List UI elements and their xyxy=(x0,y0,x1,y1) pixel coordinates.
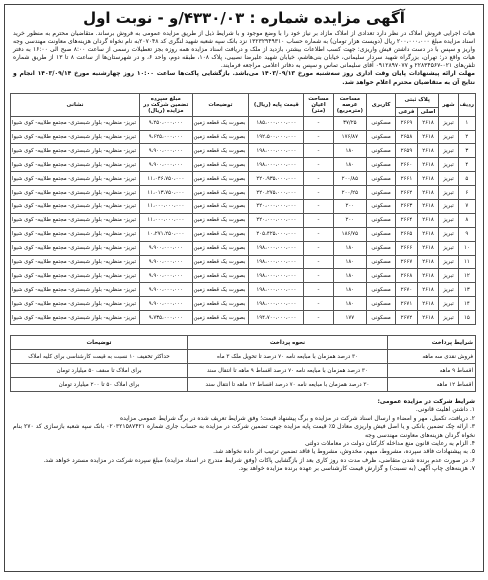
table-cell-orig: ۲۶۱۸ xyxy=(417,200,438,214)
table-cell-price: ۱۹۸،۰۰۰،۰۰۰،۰۰۰ xyxy=(249,255,304,269)
table-cell-row: ۱۲ xyxy=(458,269,475,283)
table-row xyxy=(11,297,476,311)
table-cell-address: تبریز- منظریه- بلوار شبستری- مجتمع طلاییه- کوی شیوا xyxy=(11,200,140,214)
table-cell-notes: بصورت یک قطعه زمین xyxy=(192,130,249,144)
table-cell-price: ۲۲۰،۰۰۰،۰۰۰،۰۰۰ xyxy=(249,200,304,214)
conditions-heading: شرایط شرکت در مزایده عمومی: xyxy=(377,398,475,406)
table-cell-land: ۱۸۰ xyxy=(333,269,366,283)
table-row xyxy=(11,158,476,172)
table-cell-city: تبریز xyxy=(439,269,458,283)
table-cell-address: تبریز- منظریه- بلوار شبستری- مجتمع طلاییه- کوی شیوا xyxy=(11,144,140,158)
auction-notice xyxy=(4,4,484,572)
table-cell-bldg: - xyxy=(304,144,333,158)
table-cell-orig: ۲۶۱۸ xyxy=(417,144,438,158)
table-cell-address: تبریز- منظریه- بلوار شبستری- مجتمع طلاییه- کوی شیوا xyxy=(11,130,140,144)
table-cell-land: ۲۰۰ xyxy=(333,213,366,227)
table-cell-usage: مسکونی xyxy=(367,116,396,130)
table-cell-deposit: ۹،۹۰۰،۰۰۰،۰۰۰ xyxy=(140,297,192,311)
table-cell-city: تبریز xyxy=(439,255,458,269)
condition-item: ۳. ارائه چک تضمین بانکی و یا اصل فیش واریزی معادل ۵٪ قیمت پایه مزایده جهت تضمین شرکت در مزایده به حساب جاری شماره ۰۲۰۳۲۱۵۸۷۴۲۱ بانک سپه شعبه بازسازی کد ۲۷۰ بنام نخواه گردان هزینه‌های معاونت مهندسی وجه xyxy=(13,423,475,439)
table-cell-address: تبریز- منظریه- بلوار شبستری- مجتمع طلاییه- کوی شیوا xyxy=(11,311,140,325)
table-cell-usage: مسکونی xyxy=(367,311,396,325)
payment-cell-notes: برای املاک ۵۰ تا ۲۰۰ میلیارد تومان xyxy=(11,378,188,392)
table-cell-land: ۱۸۰ xyxy=(333,283,366,297)
table-cell-row: ۱۵ xyxy=(458,311,475,325)
table-cell-price: ۱۹۸،۰۰۰،۰۰۰،۰۰۰ xyxy=(249,158,304,172)
table-cell-deposit: ۹،۷۳۵،۰۰۰،۰۰۰ xyxy=(140,311,192,325)
table-cell-orig: ۲۶۱۸ xyxy=(417,116,438,130)
table-cell-notes: بصورت یک قطعه زمین xyxy=(192,158,249,172)
table-cell-bldg: - xyxy=(304,130,333,144)
condition-item: ۷. هزینه‌های چاپ آگهی (به نسبت) و گزارش قیمت کارشناسی بر عهده برنده مزایده خواهد بود. xyxy=(238,465,475,473)
table-cell-deposit: ۹،۹۰۰،۰۰۰،۰۰۰ xyxy=(140,158,192,172)
table-cell-sub: ۲۶۵۸ xyxy=(396,130,418,144)
table-cell-city: تبریز xyxy=(439,227,458,241)
col-notes: توضیحات xyxy=(192,93,249,116)
table-cell-sub: ۲۶۶۲ xyxy=(396,186,418,200)
table-cell-usage: مسکونی xyxy=(367,255,396,269)
table-cell-usage: مسکونی xyxy=(367,269,396,283)
table-cell-land: ۱۸۰ xyxy=(333,241,366,255)
table-row xyxy=(11,311,476,325)
table-cell-sub: ۲۶۶۰ xyxy=(396,158,418,172)
table-cell-sub: ۲۶۶۹ xyxy=(396,116,418,130)
table-cell-bldg: - xyxy=(304,269,333,283)
payment-header-row xyxy=(11,336,476,350)
table-cell-row: ۱۴ xyxy=(458,297,475,311)
table-cell-bldg: - xyxy=(304,297,333,311)
table-cell-address: تبریز- منظریه- بلوار شبستری- مجتمع طلاییه- کوی شیوا xyxy=(11,255,140,269)
payment-row xyxy=(11,350,476,364)
table-row xyxy=(11,255,476,269)
condition-item: ۱. داشتن اهلیت قانونی. xyxy=(415,406,475,414)
table-cell-notes: بصورت یک قطعه زمین xyxy=(192,200,249,214)
payment-col-notes: توضیحات xyxy=(11,336,188,350)
table-cell-sub: ۲۶۶۶ xyxy=(396,241,418,255)
notice-title: آگهی مزایده شماره : ۴۳۳۰/۰۳/و - نوبت اول xyxy=(83,9,405,27)
table-cell-row: ۶ xyxy=(458,186,475,200)
table-cell-bldg: - xyxy=(304,116,333,130)
table-cell-sub: ۲۶۶۳ xyxy=(396,200,418,214)
table-row xyxy=(11,172,476,186)
table-cell-deposit: ۹،۲۵۰،۰۰۰،۰۰۰ xyxy=(140,116,192,130)
table-cell-sub: ۲۶۵۹ xyxy=(396,144,418,158)
table-cell-land: ۱۸۶/۷۵ xyxy=(333,227,366,241)
table-cell-usage: مسکونی xyxy=(367,186,396,200)
table-cell-address: تبریز- منظریه- بلوار شبستری- مجتمع طلاییه- کوی شیوا xyxy=(11,269,140,283)
table-cell-usage: مسکونی xyxy=(367,283,396,297)
col-base-price: قیمت پایه (ریال) xyxy=(249,93,304,116)
table-cell-price: ۱۸۵،۰۰۰،۰۰۰،۰۰۰ xyxy=(249,116,304,130)
col-address: نشانی xyxy=(11,93,140,116)
table-cell-row: ۱ xyxy=(458,116,475,130)
table-cell-price: ۱۹۸،۰۰۰،۰۰۰،۰۰۰ xyxy=(249,144,304,158)
table-cell-deposit: ۱۱،۰۰۰،۰۰۰،۰۰۰ xyxy=(140,200,192,214)
table-cell-city: تبریز xyxy=(439,158,458,172)
col-building-area: مساحت اعیان (متر) xyxy=(304,93,333,116)
table-cell-bldg: - xyxy=(304,200,333,214)
table-cell-bldg: - xyxy=(304,283,333,297)
table-cell-notes: بصورت یک قطعه زمین xyxy=(192,186,249,200)
table-cell-sub: ۲۶۷۰ xyxy=(396,283,418,297)
table-cell-city: تبریز xyxy=(439,241,458,255)
table-cell-notes: بصورت یک قطعه زمین xyxy=(192,172,249,186)
table-cell-deposit: ۹،۹۰۰،۰۰۰،۰۰۰ xyxy=(140,283,192,297)
table-cell-usage: مسکونی xyxy=(367,130,396,144)
table-cell-price: ۱۹۲،۵۰۰،۰۰۰،۰۰۰ xyxy=(249,130,304,144)
table-cell-land: ۲۰۰/۲۵ xyxy=(333,186,366,200)
col-row: ردیف xyxy=(458,93,475,116)
table-cell-sub: ۲۶۶۱ xyxy=(396,172,418,186)
payment-cell-terms: اقساط ۹ ماهه xyxy=(388,364,476,378)
table-cell-bldg: - xyxy=(304,227,333,241)
table-cell-sub: ۲۶۷۲ xyxy=(396,311,418,325)
payment-row xyxy=(11,364,476,378)
table-cell-row: ۸ xyxy=(458,213,475,227)
table-row xyxy=(11,200,476,214)
payment-terms-table xyxy=(10,335,476,392)
table-cell-deposit: ۹،۹۰۰،۰۰۰،۰۰۰ xyxy=(140,269,192,283)
table-row xyxy=(11,241,476,255)
table-cell-usage: مسکونی xyxy=(367,200,396,214)
table-cell-row: ۴ xyxy=(458,158,475,172)
table-cell-price: ۲۲۰،۹۳۵،۰۰۰،۰۰۰ xyxy=(249,172,304,186)
table-cell-bldg: - xyxy=(304,255,333,269)
table-cell-bldg: - xyxy=(304,311,333,325)
payment-col-method: نحوه پرداخت xyxy=(188,336,388,350)
table-row xyxy=(11,213,476,227)
table-cell-price: ۱۹۴،۷۰۰،۰۰۰،۰۰۰ xyxy=(249,311,304,325)
table-cell-land: ۲۰۰/۸۵ xyxy=(333,172,366,186)
table-cell-row: ۱۰ xyxy=(458,241,475,255)
col-plaque: پلاک ثبتی xyxy=(396,93,439,107)
table-cell-sub: ۲۶۷۱ xyxy=(396,297,418,311)
table-cell-city: تبریز xyxy=(439,200,458,214)
table-cell-sub: ۲۶۶۴ xyxy=(396,213,418,227)
table-cell-usage: مسکونی xyxy=(367,144,396,158)
table-cell-notes: بصورت یک قطعه زمین xyxy=(192,227,249,241)
table-cell-price: ۱۹۸،۰۰۰،۰۰۰،۰۰۰ xyxy=(249,241,304,255)
table-cell-sub: ۲۶۶۸ xyxy=(396,269,418,283)
table-cell-usage: مسکونی xyxy=(367,213,396,227)
table-cell-address: تبریز- منظریه- بلوار شبستری- مجتمع طلاییه- کوی شیوا xyxy=(11,297,140,311)
table-cell-row: ۹ xyxy=(458,227,475,241)
table-cell-land: ۳۷/۲۵ xyxy=(333,116,366,130)
table-cell-sub: ۲۶۶۵ xyxy=(396,227,418,241)
col-plaque-orig: اصلی xyxy=(417,107,438,116)
col-land-area: مساحت عرصه (مترمربع) xyxy=(333,93,366,116)
table-cell-deposit: ۹،۶۲۵،۰۰۰،۰۰۰ xyxy=(140,130,192,144)
condition-item: ۲. دریافت، تکمیل، مهر و امضاء و ارسال اسناد شرکت در مزایده و برگ پیشنهاد قیمت؛ وفق شرایط تعریف شده در برگ شرایط عمومی مزایده xyxy=(120,414,475,422)
table-cell-usage: مسکونی xyxy=(367,241,396,255)
payment-cell-method: ۳۰ درصد همزمان با مبایعه نامه ۷۰ درصد اقساط ۱۲ ماهه تا انتقال سند xyxy=(188,378,388,392)
payment-cell-notes: حداکثر تخفیف ۱۰ نسبت به قیمت کارشناسی برای کلیه املاک xyxy=(11,350,188,364)
table-cell-deposit: ۱۱،۰۱۳،۷۵۰،۰۰۰ xyxy=(140,186,192,200)
table-cell-deposit: ۱۱،۰۴۶،۷۵۰،۰۰۰ xyxy=(140,172,192,186)
table-cell-city: تبریز xyxy=(439,283,458,297)
table-cell-price: ۲۲۰،۲۷۵،۰۰۰،۰۰۰ xyxy=(249,186,304,200)
payment-cell-terms: فروش نقدی سه ماهه xyxy=(388,350,476,364)
conditions-section xyxy=(5,392,483,474)
table-cell-row: ۳ xyxy=(458,144,475,158)
table-cell-city: تبریز xyxy=(439,297,458,311)
table-cell-orig: ۲۶۱۸ xyxy=(417,311,438,325)
table-cell-orig: ۲۶۱۸ xyxy=(417,172,438,186)
table-cell-deposit: ۹،۹۰۰،۰۰۰،۰۰۰ xyxy=(140,255,192,269)
table-cell-land: ۱۸۰ xyxy=(333,297,366,311)
table-cell-land: ۲۰۰ xyxy=(333,200,366,214)
table-cell-orig: ۲۶۱۸ xyxy=(417,269,438,283)
table-cell-orig: ۲۶۱۸ xyxy=(417,213,438,227)
table-cell-deposit: ۱۱،۰۰۰،۰۰۰،۰۰۰ xyxy=(140,213,192,227)
table-cell-land: ۱۷۷ xyxy=(333,311,366,325)
table-cell-notes: بصورت یک قطعه زمین xyxy=(192,283,249,297)
payment-row xyxy=(11,378,476,392)
table-cell-usage: مسکونی xyxy=(367,158,396,172)
table-row xyxy=(11,130,476,144)
table-cell-city: تبریز xyxy=(439,311,458,325)
table-cell-deposit: ۱۰،۲۷۱،۲۵۰،۰۰۰ xyxy=(140,227,192,241)
intro-paragraph: هیات اجرایی فروش املاک در نظر دارد تعدادی از املاک مازاد بر نیاز خود را با وضع موجود و با شرایط ذیل از طریق مزایده عمومی به فروش برساند. متقاضیان محترم به منظور خرید اسناد مزایده مبلغ ۲۰۰،۰۰۰،۰۰۰ ریال (دویست هزار تومان) به شماره حساب ۱۳۲۳۲۹۴۹۳۱۰ نزد بانک سپه شعبه شهید لنگری کد ۲۰۷۰۴۸به نام نخواه گردان هزینه‌های معاونت مهندسی وجه واریز و سپس با در دست داشتن فیش واریزی: جهت کسب اطلاعات بیشتر، بازدید از ملک و دریافت اسناد مزایده همه روزه بجز تعطیلات رسمی از ساعت ۸:۰۰ صبح الی ۱۶:۰۰ به دفتر هیات واقع در: تهران، بزرگراه شهید سردار سلیمانی، خیابان بنی‌هاشم، خیابان شهید علیرضا نصیبی، پلاک ۱۰۸، طبقه دوم، واحد ۶، و در شهرستان‌ها از ساعت ۸ تا ۱۳ از طریق شماره تلفن‌های ۰۲۱-۲۲۸۳۴۵۶۷ و ۰۹۱۲۸۹۷۰۷۷ آقای سلیمانی تماس و سپس به دفاتر اعلامی مراجعه فرمایند. xyxy=(13,30,476,70)
table-cell-orig: ۲۶۱۸ xyxy=(417,297,438,311)
table-cell-price: ۱۹۸،۰۰۰،۰۰۰،۰۰۰ xyxy=(249,283,304,297)
payment-col-terms: شرایط پرداخت xyxy=(388,336,476,350)
table-cell-usage: مسکونی xyxy=(367,297,396,311)
table-cell-row: ۱۱ xyxy=(458,255,475,269)
table-cell-usage: مسکونی xyxy=(367,227,396,241)
table-row xyxy=(11,186,476,200)
table-cell-price: ۱۹۸،۰۰۰،۰۰۰،۰۰۰ xyxy=(249,297,304,311)
table-cell-row: ۷ xyxy=(458,200,475,214)
table-cell-notes: بصورت یک قطعه زمین xyxy=(192,144,249,158)
col-plaque-sub: فرعی xyxy=(396,107,418,116)
table-cell-address: تبریز- منظریه- بلوار شبستری- مجتمع طلاییه- کوی شیوا xyxy=(11,241,140,255)
table-row xyxy=(11,269,476,283)
table-cell-city: تبریز xyxy=(439,213,458,227)
table-cell-notes: بصورت یک قطعه زمین xyxy=(192,241,249,255)
table-cell-bldg: - xyxy=(304,186,333,200)
table-cell-notes: بصورت یک قطعه زمین xyxy=(192,116,249,130)
col-deposit: مبلغ سپرده تضمین شرکت در مزایده (ریال) xyxy=(140,93,192,116)
table-cell-address: تبریز- منظریه- بلوار شبستری- مجتمع طلاییه- کوی شیوا xyxy=(11,283,140,297)
table-cell-row: ۵ xyxy=(458,172,475,186)
payment-cell-method: ۳۰ درصد همزمان با مبایعه نامه ۷۰ درصد تا تحویل ملک ۳ ماه xyxy=(188,350,388,364)
table-cell-address: تبریز- منظریه- بلوار شبستری- مجتمع طلاییه- کوی شیوا xyxy=(11,227,140,241)
table-cell-notes: بصورت یک قطعه زمین xyxy=(192,269,249,283)
table-cell-orig: ۲۶۱۸ xyxy=(417,241,438,255)
table-cell-address: تبریز- منظریه- بلوار شبستری- مجتمع طلاییه- کوی شیوا xyxy=(11,172,140,186)
table-cell-orig: ۲۶۱۸ xyxy=(417,255,438,269)
table-cell-orig: ۲۶۱۸ xyxy=(417,186,438,200)
table-cell-bldg: - xyxy=(304,213,333,227)
table-row xyxy=(11,116,476,130)
payment-cell-notes: برای املاک تا سقف ۵۰ میلیارد تومان xyxy=(11,364,188,378)
condition-item: ۶. در صورت عدم برنده شدن متقاضی، ظرف مدت ده روز کاری بعد از بازگشایی پاکات (وفق شرایط مندرج در اسناد مزایده) مبلغ سپرده شرکت در مزایده مسترد خواهد شد. xyxy=(43,456,475,464)
table-header-row xyxy=(11,93,476,107)
properties-table xyxy=(10,93,476,325)
table-cell-land: ۱۷۶/۸۷ xyxy=(333,130,366,144)
table-cell-price: ۲۲۰،۰۰۰،۰۰۰،۰۰۰ xyxy=(249,213,304,227)
payment-cell-terms: اقساط ۱۲ ماهه xyxy=(388,378,476,392)
table-cell-bldg: - xyxy=(304,241,333,255)
table-cell-bldg: - xyxy=(304,172,333,186)
deadline-paragraph: مهلت ارائه پیشنهادات پایان وقت اداری روز سه‌شنبه مورخ ۱۴۰۳/۰۹/۱۳ می‌باشد. بازگشایی پاکت‌ها ساعت ۱۰:۰۰ روز چهارشنبه مورخ ۱۴۰۳/۰۹/۱۴ انجام و نتایج آن به متقاضیان محترم اعلام خواهد شد. xyxy=(13,70,475,86)
table-cell-bldg: - xyxy=(304,158,333,172)
table-cell-usage: مسکونی xyxy=(367,172,396,186)
table-cell-sub: ۲۶۶۷ xyxy=(396,255,418,269)
table-cell-notes: بصورت یک قطعه زمین xyxy=(192,255,249,269)
table-cell-price: ۱۹۸،۰۰۰،۰۰۰،۰۰۰ xyxy=(249,269,304,283)
col-usage: کاربری xyxy=(367,93,396,116)
table-cell-city: تبریز xyxy=(439,144,458,158)
table-row xyxy=(11,283,476,297)
table-cell-orig: ۲۶۱۸ xyxy=(417,227,438,241)
table-cell-notes: بصورت یک قطعه زمین xyxy=(192,311,249,325)
table-cell-row: ۲ xyxy=(458,130,475,144)
table-cell-land: ۱۸۰ xyxy=(333,255,366,269)
table-cell-orig: ۲۶۱۸ xyxy=(417,283,438,297)
table-cell-row: ۱۳ xyxy=(458,283,475,297)
table-cell-city: تبریز xyxy=(439,172,458,186)
table-cell-deposit: ۹،۹۰۰،۰۰۰،۰۰۰ xyxy=(140,241,192,255)
table-cell-city: تبریز xyxy=(439,130,458,144)
col-city: شهر xyxy=(439,93,458,116)
table-row xyxy=(11,144,476,158)
table-cell-city: تبریز xyxy=(439,116,458,130)
table-cell-address: تبریز- منظریه- بلوار شبستری- مجتمع طلاییه- کوی شیوا xyxy=(11,186,140,200)
table-cell-city: تبریز xyxy=(439,186,458,200)
payment-cell-method: ۳۰ درصد همزمان با مبایعه نامه ۷۰ درصد اقساط ۹ ماهه تا انتقال سند xyxy=(188,364,388,378)
table-row xyxy=(11,227,476,241)
condition-item: ۴. الزام به رعایت قانون منع مداخله کارکنان دولت در معاملات دولتی xyxy=(304,440,475,448)
table-cell-notes: بصورت یک قطعه زمین xyxy=(192,297,249,311)
table-cell-land: ۱۸۰ xyxy=(333,144,366,158)
table-cell-notes: بصورت یک قطعه زمین xyxy=(192,213,249,227)
condition-item: ۵. به پیشنهادات فاقد سپرده، مشروط، مبهم، مخدوش، مشروط یا فاقد تضمین ترتیب اثر داده نخواهد شد. xyxy=(213,448,475,456)
table-cell-price: ۲۰۵،۴۲۵،۰۰۰،۰۰۰ xyxy=(249,227,304,241)
table-cell-address: تبریز- منظریه- بلوار شبستری- مجتمع طلاییه- کوی شیوا xyxy=(11,116,140,130)
table-cell-address: تبریز- منظریه- بلوار شبستری- مجتمع طلاییه- کوی شیوا xyxy=(11,213,140,227)
table-cell-address: تبریز- منظریه- بلوار شبستری- مجتمع طلاییه- کوی شیوا xyxy=(11,158,140,172)
table-cell-orig: ۲۶۱۸ xyxy=(417,130,438,144)
table-cell-land: ۱۸۰ xyxy=(333,158,366,172)
table-cell-orig: ۲۶۱۸ xyxy=(417,158,438,172)
table-cell-deposit: ۹،۹۰۰،۰۰۰،۰۰۰ xyxy=(140,144,192,158)
